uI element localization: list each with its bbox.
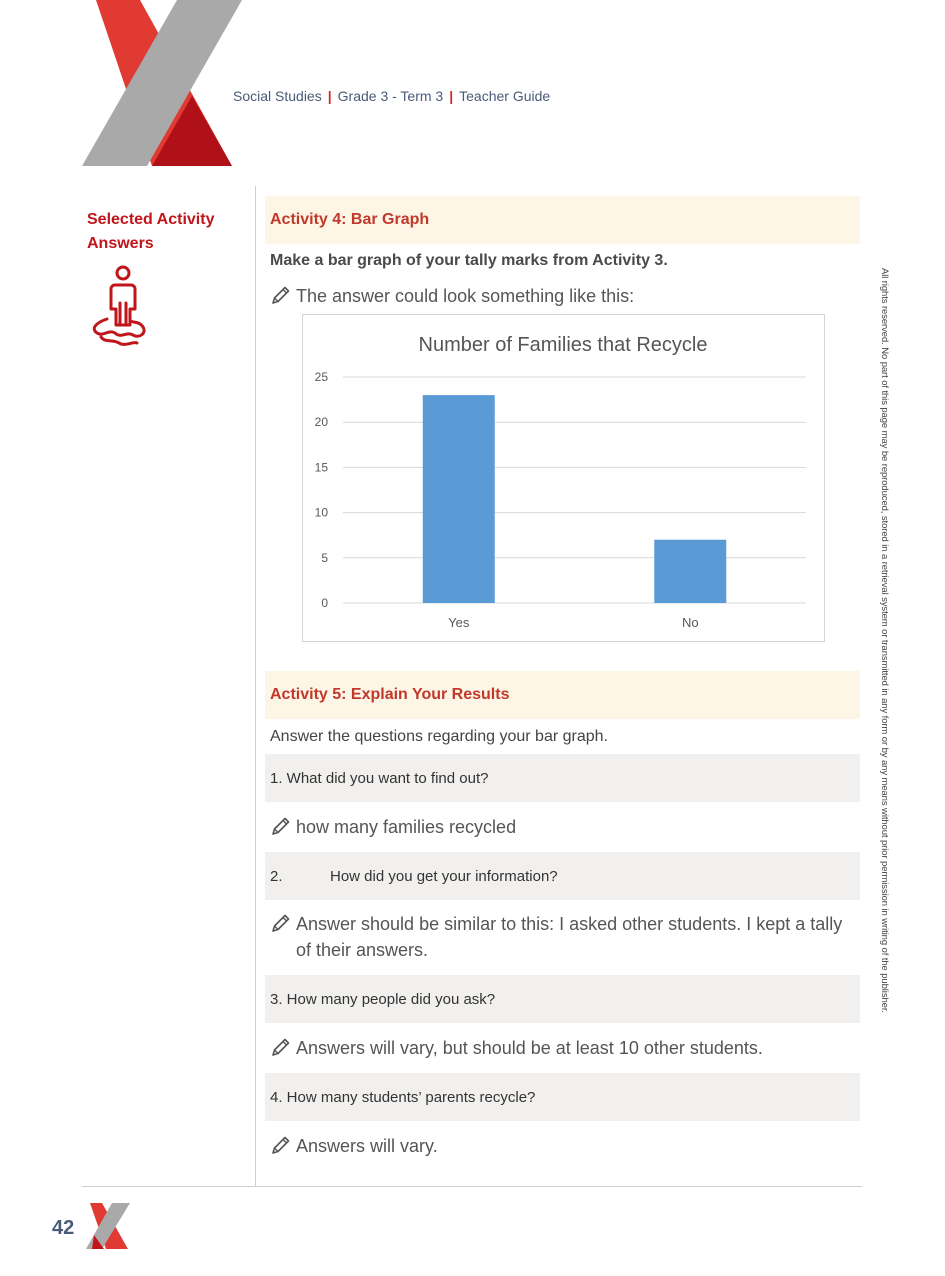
y-tick-label: 10 — [314, 505, 328, 520]
question-2 — [265, 852, 860, 900]
y-tick-label: 20 — [314, 415, 328, 430]
page-number: 42 — [52, 1217, 75, 1239]
y-tick-label: 0 — [321, 596, 328, 610]
chart-title: Number of Families that Recycle — [418, 334, 708, 356]
pencil-icon — [270, 284, 292, 306]
activity5-instruction: Answer the questions regarding your bar graph. — [270, 728, 608, 745]
pencil-icon — [270, 1036, 292, 1058]
activity4-instruction: Make a bar graph of your tally marks from Activity 3. — [270, 252, 668, 269]
header-grade-term: Grade 3 - Term 3 — [337, 88, 444, 104]
person-standing-icon — [87, 263, 151, 347]
question-1-text: 1. What did you want to find out? — [270, 769, 489, 787]
column-divider — [255, 186, 256, 1186]
brand-logo-top — [82, 0, 242, 166]
question-2-number: 2. — [270, 867, 283, 885]
activity5-header — [265, 671, 860, 719]
bar-no — [654, 540, 726, 603]
footer-divider — [82, 1186, 862, 1187]
activity5-title: Activity 5: Explain Your Results — [270, 686, 510, 703]
header-separator: | — [327, 88, 332, 104]
pencil-icon — [270, 912, 292, 934]
activity4-answer-intro-row — [270, 283, 855, 309]
activity4-answer-intro: The answer could look something like this: — [296, 286, 635, 306]
bar-yes — [423, 395, 495, 603]
question-3 — [265, 975, 860, 1023]
header-guide: Teacher Guide — [459, 88, 551, 104]
sidebar-title-line1: Selected Activity — [87, 211, 215, 228]
activity4-title: Activity 4: Bar Graph — [270, 211, 430, 228]
pencil-icon — [270, 1134, 292, 1156]
sidebar-title-line2: Answers — [87, 235, 154, 252]
answer-4-row — [270, 1133, 855, 1159]
answer-3-row — [270, 1035, 855, 1061]
copyright-notice: All rights reserved. No part of this page may be reproduced, stored in a retrieval system or transmitted in any form or by any means without prior permission in writing of the publisher. — [879, 268, 890, 1013]
question-4-text: 4. How many students’ parents recycle? — [270, 1088, 536, 1106]
answer-2-row — [270, 911, 855, 963]
pencil-icon — [270, 815, 292, 837]
question-3-text: 3. How many people did you ask? — [270, 990, 496, 1008]
answer-3-text: Answers will vary, but should be at least 10 other students. — [296, 1038, 763, 1058]
brand-logo-bottom — [86, 1203, 130, 1249]
y-tick-label: 15 — [314, 460, 328, 475]
answer-1-text: how many families recycled — [296, 817, 517, 837]
question-4 — [265, 1073, 860, 1121]
sidebar-section — [87, 208, 247, 256]
header-breadcrumb — [233, 88, 550, 104]
x-category-label: No — [681, 615, 699, 630]
y-tick-label: 5 — [321, 550, 328, 565]
header-subject: Social Studies — [233, 88, 322, 104]
x-category-label: Yes — [448, 615, 470, 630]
activity4-header — [265, 196, 860, 244]
question-1 — [265, 754, 860, 802]
bar-chart — [302, 314, 825, 642]
answer-1-row — [270, 814, 855, 840]
y-tick-label: 25 — [314, 370, 328, 384]
answer-2-text: Answer should be similar to this: I asked other students. I kept a tally of their answers. — [296, 914, 843, 960]
answer-4-text: Answers will vary. — [296, 1136, 438, 1156]
header-separator: | — [449, 88, 454, 104]
bar-chart-svg — [303, 315, 826, 643]
question-2-text: How did you get your information? — [330, 867, 558, 885]
